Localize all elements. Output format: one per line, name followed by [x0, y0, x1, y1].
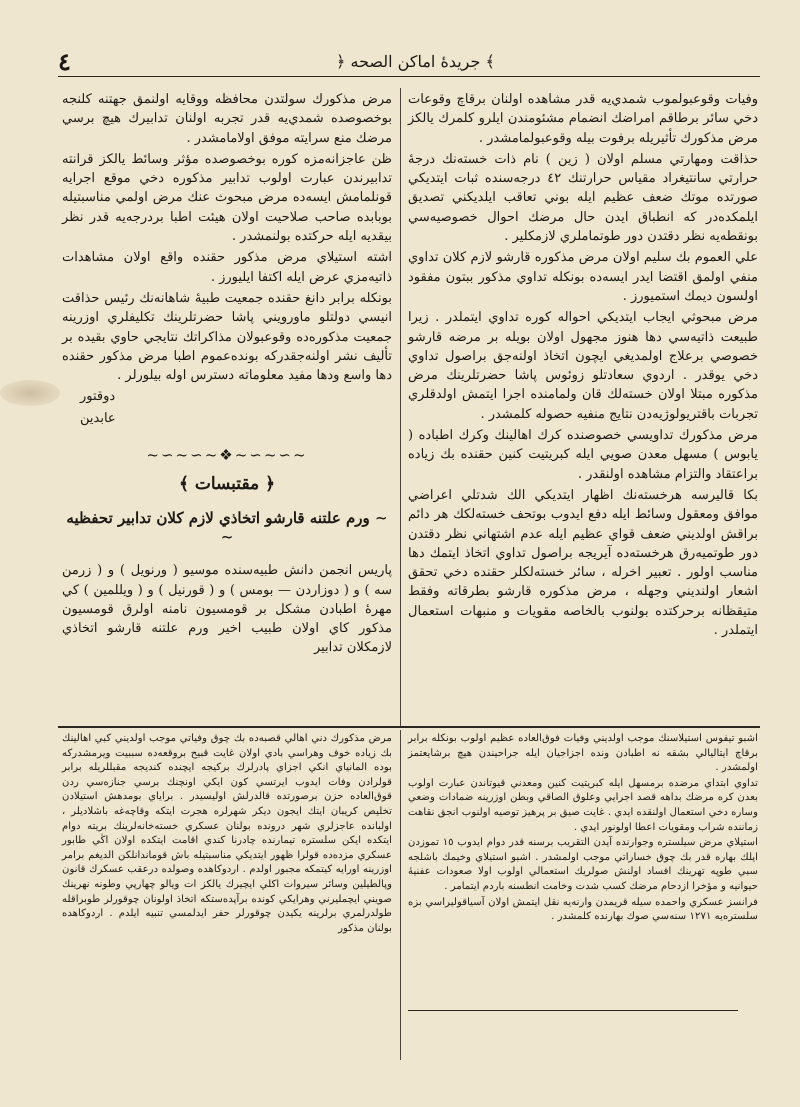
signature-title: دوقتور: [80, 389, 116, 405]
paragraph: بونكله برابر دانغ حقنده جمعيت طبيهٔ شاهانه‌نك رئيس حذاقت انيسي دولتلو ماورويني پاشا حضرتلرينك تكليفلري اوزرينه جمعيت مذكوره‌ده وقوعبولان مذاكراتك نتايجي حاوي بقيده بر تأليف نشر اولنه‌جقدركه بونده‌عموم اطبا مرض مذكور حقنده دها واسع ودها مفيد معلوماته دسترس اوله بيلورلر .: [62, 290, 392, 384]
paragraph: مرض مبحوثي ايجاب ايتديكي احواله كوره تداوي ايتملدر . زيرا طبيعت ذاتيه‌سي دها هنوز مجهول اولان بويله بر مرضه قارشو خصوصي برعلاج اولمديغي ايچون اتخاذ اولنه‌جق براصول تداوي دخي يوقدر . اردوي سعادتلو زوئوس پاشا حضرتلرينك مرض مذكوره مبتلا اولان خسته‌لك قان ولمامنده اجرا ايتمش اولدقلري تجربات باقتريولوژيه‌دن نتايج منفيه حصوله كلمشدر .: [408, 310, 758, 422]
paragraph: مرض مذكورك سولتدن محافظه ووقايه اولنمق جهتنه كلنجه بوخصوصده شمدي‌يه قدر تجربه اولنان تدابيرك هيچ برسي مرضك منع سرايته موفق اولامامشدر .: [62, 92, 392, 146]
footnote-right-column: [408, 732, 758, 1022]
paragraph: علي العموم بك سليم اولان مرض مذكوره قارشو لازم كلان تداوي منفي اولمق اقتضا ايدر ايسه‌ده بونكله تداوي مذكور ببتون مفقود اولسون ديمك استميورز .: [408, 250, 758, 304]
running-head: [58, 46, 760, 77]
footnote-paragraph: استيلاي مرض سيلستره وجوارنده آيدن التقريب برسنه قدر دوام ايدوب ١٥ تموزدن ايلك بهاره قدر بك چوق خساراتي موجب اولمشدر . اشبو استيلاي وخيمك باشلجه سبي طوپه تهرينك افساد اولنش صولريك استعمالي اولوب اولا صعودات عفنيهٔ حيوانيه و مؤخرا ازدحام مرضك كسب شدت وخامت انطسنه باردم ايتمامر .: [408, 837, 758, 892]
footnote-paragraph: اشبو تيفوس استيلاسنك موجب اولديني وفيات فوق‌العاده عظيم اولوب بونكله برابر برقاچ ايتاليالي بشقه نه اطبادن ونده اجزاجيان ايله جراحيندن هيچ برشايعتمز اولمشدر .: [408, 733, 758, 774]
footnote-left-column: [62, 732, 392, 1072]
right-column: [408, 90, 758, 710]
footnote-paragraph: فرانسز عسكري واحمده سيله قريمدن وارنه‌يه نقل ايتمش اولان آسياقوليراسي بزه سلستره‌يه ١٢٧١ سنه‌سي صوك بهارنده كلمشدر .: [408, 896, 758, 923]
page-number: ٤: [58, 46, 71, 76]
signature-name: عابدين: [80, 410, 116, 426]
paragraph: پاريس انجمن دانش طبيه‌سنده موسيو ( ورنويل ) و ( زرمن سه ) و ( دوزاردن — بومس ) و ( قورنيل ) و ( ويللمين ) كي مهرهٔ اطبادن مشكل بر قومسيون نامنه اولرق قومسيون مذكور كاي اولان طبيب اخير ورم علتنه قارشو اتخاذي لازمكلان تدابير: [62, 563, 392, 656]
paragraph: حذاقت ومهارتي مسلم اولان ( زين ) نام ذات خسته‌نك درجهٔ حرارتي سانتيغراد مقياس حرارتنك ٤٢ درجه‌سنده ثبات ايتديكي صورتده موتك ضعف عظيم ايله بوني تعاقب ايلديكني تصديق ايلمكده‌در كه انطباق ايدن حال مرضك احوال خصوصيه‌سي بونقطه‌يه نظر دقتدن دور طوتماملري لازمكلير .: [408, 151, 758, 245]
footnote-paragraph: تداوي ابتداي مرضده برمسهل ايله كبريتيت كنين ومعدني قيوتاندن عبارت اولوب بعدن كره مرضك بداهه قصد اجرايي وعلوق الصاقي وبطن اوزرينه ضمادات وضعي وساره دخي استعمال اولنقده ايدي . غايت صيق بر پرهيز توصيه اولنوب انجق نقاهت زماننده شراب ومقويات اعطا اولونور ايدي .: [408, 777, 758, 833]
section-heading: ﴿ مقتبسات ﴾: [178, 474, 276, 495]
journal-title: ﴿ جريدهٔ اماكن الصحه ﴾: [336, 51, 495, 71]
footnote-column-divider: [400, 730, 401, 1060]
footnote-paragraph: مرض مذكورك دني اهالي قصبه‌ده بك چوق وفياتي موجب اولديني كبي اهالينك بك زياده خوف وهراسي بادي اولان غايت قبيح بروقعه‌ده سببيت ويرمشدركه بوده المانياي انكي اجزاي پادرلرك بركيجه ايچنده كنديجه‌ مقبللريله برابر قولرادن وفات ايدوب ايرتسي كون ايكي اونچنك برسي جنازه‌سي ردن قوق‌العاده حزن برصورتده قالدرلش اوليسيدر . براياي بومدهش استيلادن تخليص كريبان ايتك ايجون ديكر شهرلره هجرت ايتكه وقاچه‌غه باشلاديلر ، اولبانده عاجزلري شهر درونده بولنان عسكري خسته‌خانه‌لرينك بريته دوام ايتكده ايكن سلستره تيمارنده چادرنا كندي اقامت ايتكده اولان اڭي طابور عسكري مزده‌ده قولرا ظهور ايتديكي مناسبتيله باش قوماندانلكن الديغم برامر اوزرينه اورايه كيتمكه مجبور اولدم . اردوكاهده وصولده درعقب عسكرك قانون وپالطيلين وسائر سيروات اكلي ايچيرك يالكز ات ويالو چهارپي وطونه نهرينك صويني ايچمليرني وهرايكي كونده برآپده‌ستكه اتخاذ اولونان چوقورلر طوبراقله ‌طولدرلمري برلرينه يكيدن چوقورلر حفر ايدلمسي تنبيه ايلدم . اردوكاهده بولنان مذكور: [62, 733, 392, 934]
paragraph: اشته استيلاي مرض مذكور حقنده واقع اولان مشاهدات ذاتيه‌مزي عرض ايله اكتفا ايليورز .: [62, 250, 392, 285]
ornament-divider: ~∽~∽~❖~∽~∽~: [146, 446, 308, 465]
paragraph: ظن عاجزانه‌مزه كوره بوخصوصده مؤثر وسائط يالكز قرانته تدابيرندن عبارت اولوب تدابير مذكوره دخي موقع اجرايه قونلمامش ايسه‌ده مرض مبحوث عنك مرض اولمي مناسبتيله بوبابده صاحب صلاحيت اولان هيئت اطبا بردرجه‌يه قدر نظر بيقديه ايله حركتده بولنمشدر .: [62, 151, 392, 245]
footnote-end-rule: [408, 1010, 738, 1011]
paragraph: وفيات وقوعبولموب شمدي‌يه قدر مشاهده اولنان برقاچ وقوعات دخي سائر برطاقم امراضك انضمام مشئومندن ايلرو كلمرك يالكز مرض مذكورك تأثيريله برفوت بيله وقوعبولمامشدر .: [408, 92, 758, 146]
paragraph: مرض مذكورك تداويسي خصوصنده كرك اهالينك وكرك اطباده ( يابوس ) مسهل معدن صويي ايله كبريتيت كنين حقنده بك زياده براعتقاد والتزام مشاهده اولنقدر .: [408, 428, 758, 482]
column-divider: [400, 88, 401, 726]
paragraph: بكا قاليرسه هرخسته‌نك اظهار ايتديكي الك شدتلي اعراضي موافق ومعقول وسائط ايله دفع ايدوب بوتحف خسته‌لكك هر دائم براقش اولديني ضعف قواي عظيم ايله عدم اشتهاني نظر دقتدن دور طوتميه‌رق هرخسته‌ده آيريجه براصول تداوي اتخاذ ايتمك دها مناسب اولور . تعبير اخرله ، سائر خسته‌لكلر حقنده دخي تحقق اشعار اولنديني وجهله ، مرض مذكوره قارشو بطرقاته وفقط متيقظانه برحركتده بولنوب بالخاصه مقويات و منبهات استعمال ايتملدر .: [408, 487, 758, 639]
paper-stain: [0, 380, 60, 406]
footnote-divider: [58, 726, 760, 728]
article-heading: ∽ ورم علتنه قارشو اتخاذي لازم كلان تدابير تحفظيه ∽: [66, 508, 388, 546]
left-column: [62, 90, 392, 710]
